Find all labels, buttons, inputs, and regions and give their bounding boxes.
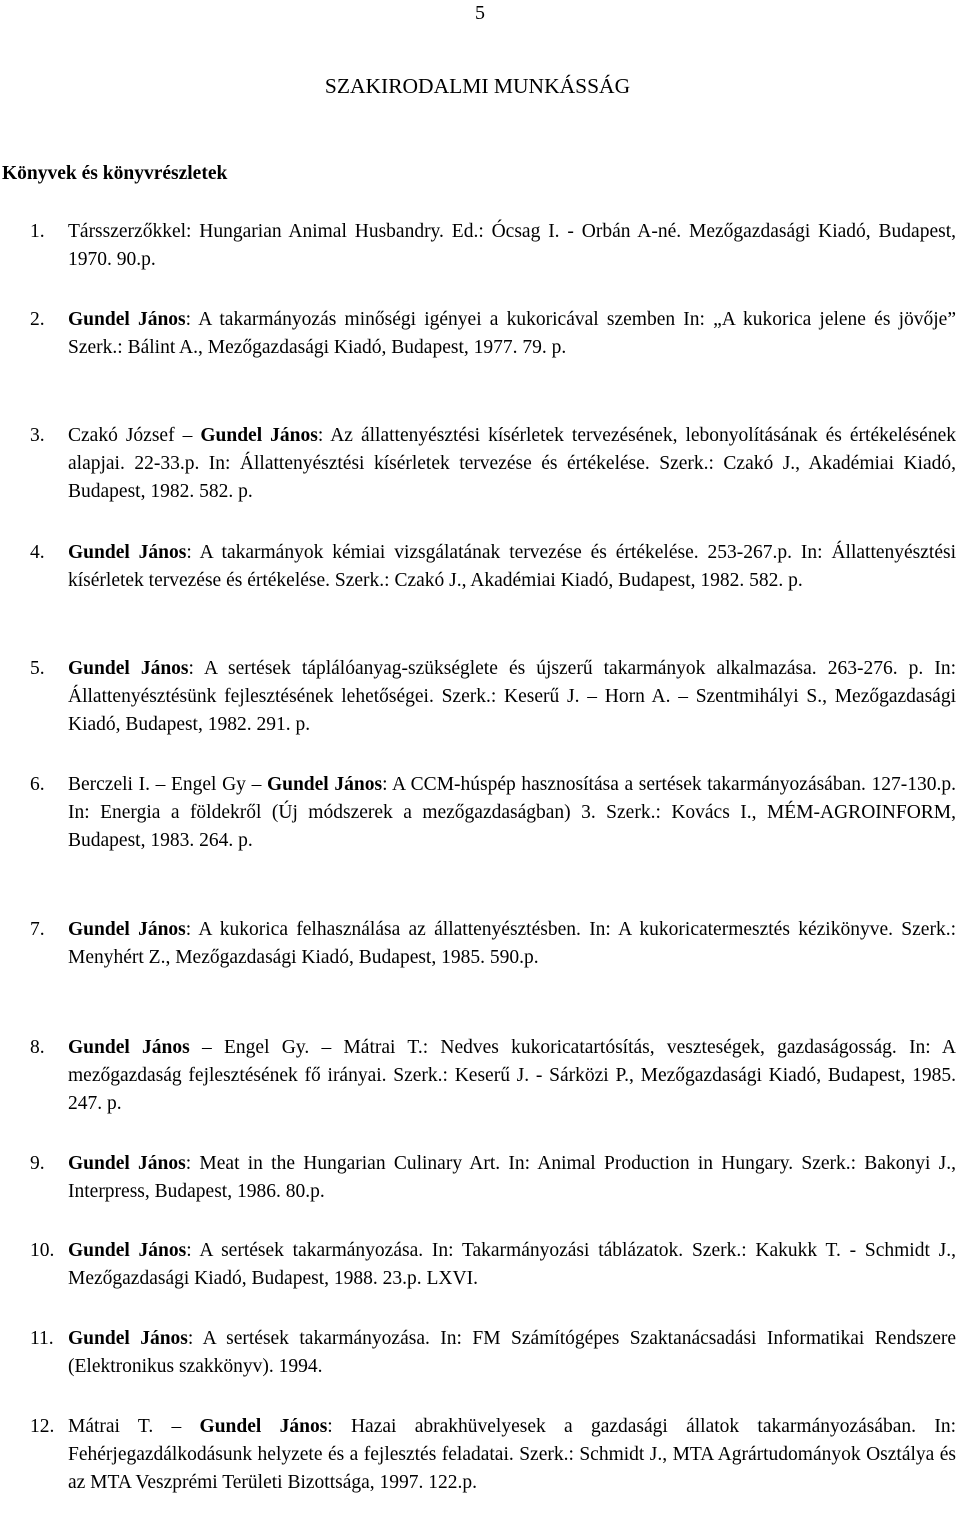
item-text: [68, 771, 956, 855]
item-author-bold: Gundel János: [68, 1153, 186, 1174]
item-number: 1.: [30, 221, 45, 242]
list-item: [30, 1150, 956, 1206]
item-text: [68, 218, 956, 274]
list-item: [30, 771, 956, 855]
item-pre-text: Berczeli I. – Engel Gy –: [68, 774, 267, 795]
list-item: [30, 1034, 956, 1118]
list-item: [30, 306, 956, 362]
item-number: 5.: [30, 658, 45, 679]
item-number: 10.: [30, 1240, 55, 1261]
item-post-text: : A takarmányozás minőségi igényei a kukoricával szemben In: „A kukorica jelene és jövője” Szerk.: Bálint A., Mezőgazdasági Kiadó, Budapest, 1977. 79. p.: [68, 309, 956, 358]
item-post-text: : A sertések takarmányozása. In: Takarmányozási táblázatok. Szerk.: Kakukk T. - Schmidt J., Mezőgazdasági Kiadó, Budapest, 1988. 23.p. LXVI.: [68, 1240, 956, 1289]
item-text: [68, 539, 956, 595]
item-author-bold: Gundel János: [68, 1328, 188, 1349]
list-item: [30, 916, 956, 972]
item-text: [68, 306, 956, 362]
list-item: [30, 539, 956, 595]
item-text: [68, 1413, 956, 1497]
item-text: [68, 916, 956, 972]
item-author-bold: Gundel János: [68, 542, 187, 563]
item-text: [68, 1150, 956, 1206]
item-number: 9.: [30, 1153, 45, 1174]
item-author-bold: Gundel János: [68, 309, 186, 330]
item-number: 4.: [30, 542, 45, 563]
item-post-text: – Engel Gy. – Mátrai T.: Nedves kukoricatartósítás, veszteségek, gazdaságosság. In: A mezőgazdaság fejlesztésének fő irányai. Szerk.: Keserű J. - Sárközi P., Mezőgazdasági Kiadó, Budapest, 1985. 247. p.: [68, 1037, 956, 1114]
item-post-text: : Az állattenyésztési kísérletek tervezésének, lebonyolításának és értékelésének alapjai. 22-33.p. In: Állattenyésztési kísérletek tervezése és értékelése. Szerk.: Czakó J., Akadémiai Kiadó, Budapest, 1982. 582. p.: [68, 425, 956, 502]
section-heading: Könyvek és könyvrészletek: [2, 163, 228, 184]
list-item: [30, 1237, 956, 1293]
item-pre-text: Czakó József –: [68, 425, 201, 446]
item-post-text: : A takarmányok kémiai vizsgálatának tervezése és értékelése. 253-267.p. In: Állattenyésztési kísérletek tervezése és értékelése. Szerk.: Czakó J., Akadémiai Kiadó, Budapest, 1982. 582. p.: [68, 542, 957, 591]
item-number: 7.: [30, 919, 45, 940]
list-item: [30, 218, 956, 274]
item-post-text: : A sertések táplálóanyag-szükséglete és újszerű takarmányok alkalmazása. 263-276. p. In: Állattenyésztésünk fejlesztésének lehetőségei. Szerk.: Keserű J. – Horn A. – Szentmihályi S., Mezőgazdasági Kiadó, Budapest, 1982. 291. p.: [68, 658, 956, 735]
item-text: [68, 1034, 956, 1118]
item-pre-text: Mátrai T. –: [68, 1416, 200, 1437]
item-number: 2.: [30, 309, 45, 330]
list-item: [30, 1413, 956, 1497]
item-number: 11.: [30, 1328, 54, 1349]
page-title: SZAKIRODALMI MUNKÁSSÁG: [324, 74, 631, 98]
item-author-bold: Gundel János: [68, 1240, 187, 1261]
item-text: [68, 655, 956, 739]
item-post-text: : Meat in the Hungarian Culinary Art. In: Animal Production in Hungary. Szerk.: Bakonyi J., Interpress, Budapest, 1986. 80.p.: [68, 1153, 956, 1202]
item-number: 8.: [30, 1037, 45, 1058]
item-author-bold: Gundel János: [68, 919, 186, 940]
item-post-text: : Hazai abrakhüvelyesek a gazdasági állatok takarmányozásában. In: Fehérjegazdálkodásunk helyzete és a fejlesztés feladatai. Szerk.: Schmidt J., MTA Agrártudományok Osztálya és az MTA Veszprémi Területi Bizottsága, 1997. 122.p.: [68, 1416, 956, 1493]
item-text: [68, 1237, 956, 1293]
item-author-bold: Gundel János: [200, 425, 318, 446]
item-number: 3.: [30, 425, 45, 446]
item-text: [68, 422, 956, 506]
list-item: [30, 655, 956, 739]
item-pre-text: Társszerzőkkel: Hungarian Animal Husbandry. Ed.: Ócsag I. - Orbán A-né. Mezőgazdasági Kiadó, Budapest, 1970. 90.p.: [68, 221, 956, 270]
item-post-text: : A kukorica felhasználása az állattenyésztésben. In: A kukoricatermesztés kézikönyve. Szerk.: Menyhért Z., Mezőgazdasági Kiadó, Budapest, 1985. 590.p.: [68, 919, 956, 968]
list-item: [30, 1325, 956, 1381]
item-number: 6.: [30, 774, 45, 795]
page-number: 5: [475, 2, 485, 24]
item-post-text: : A sertések takarmányozása. In: FM Számítógépes Szaktanácsadási Informatikai Rendszere (Elektronikus szakkönyv). 1994.: [68, 1328, 956, 1377]
item-author-bold: Gundel János: [199, 1416, 328, 1437]
list-item: [30, 422, 956, 506]
item-text: [68, 1325, 956, 1381]
item-post-text: : A CCM-húspép hasznosítása a sertések takarmányozásában. 127-130.p. In: Energia a földekről (Új módszerek a mezőgazdaságban) 3. Szerk.: Kovács I., MÉM-AGROINFORM, Budapest, 1983. 264. p.: [68, 774, 956, 851]
item-number: 12.: [30, 1416, 55, 1437]
item-author-bold: Gundel János: [68, 658, 189, 679]
item-author-bold: Gundel János: [68, 1037, 190, 1058]
item-author-bold: Gundel János: [266, 774, 383, 795]
